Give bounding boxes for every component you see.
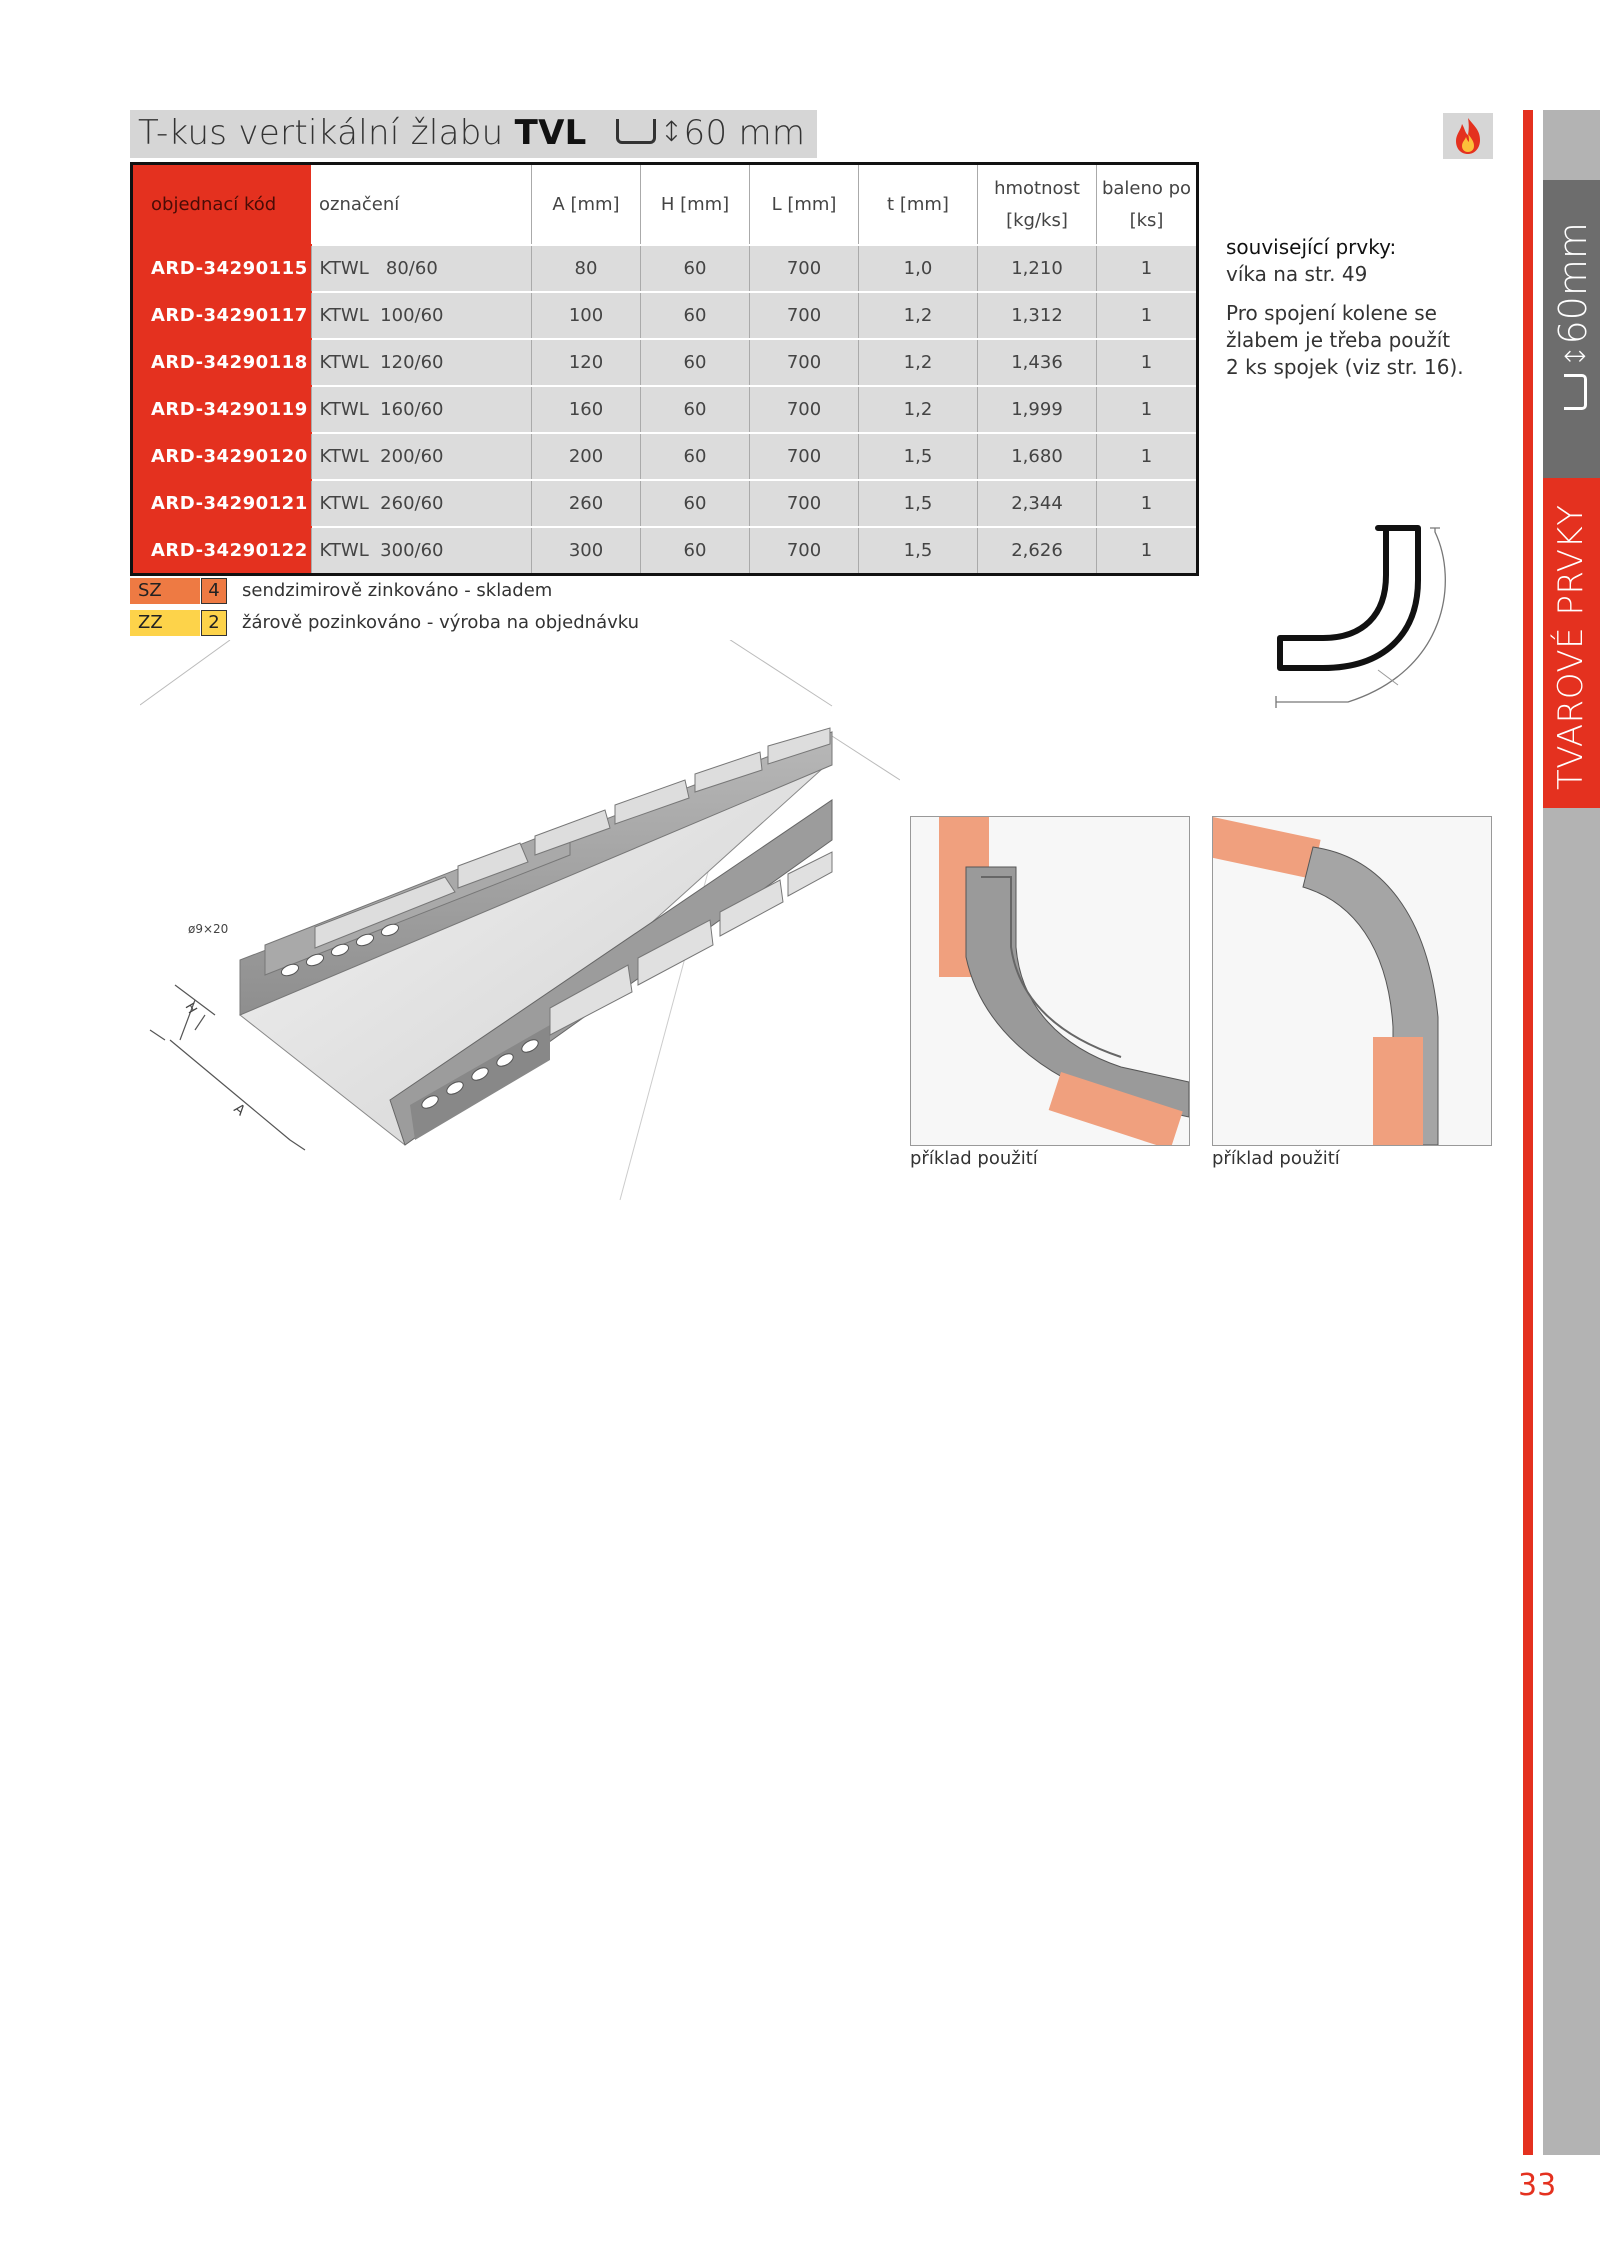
caption-right: příklad použití xyxy=(1212,1148,1340,1169)
cell-code: ARD-34290120 xyxy=(132,433,312,480)
cell-pack: 1 xyxy=(1097,527,1198,575)
cell-a: 100 xyxy=(532,292,641,339)
legend-number: 2 xyxy=(201,610,227,636)
cell-name: KTWL 300/60 xyxy=(311,527,532,575)
title-product-code: TVL xyxy=(514,113,587,153)
cell-l: 700 xyxy=(750,433,859,480)
legend-number: 4 xyxy=(201,578,227,604)
header-a: A [mm] xyxy=(532,164,641,246)
dimension-a-label: A xyxy=(230,1100,249,1120)
header-weight xyxy=(978,164,1097,246)
header-h: H [mm] xyxy=(641,164,750,246)
header-weight-line2: [kg/ks] xyxy=(1006,209,1068,231)
cell-l: 700 xyxy=(750,480,859,527)
cell-weight: 2,344 xyxy=(978,480,1097,527)
page-title xyxy=(138,113,805,153)
height-arrow-icon: ↕ xyxy=(1559,344,1592,368)
cell-code: ARD-34290115 xyxy=(132,245,312,292)
usage-photo-right xyxy=(1212,816,1492,1146)
legend-text: sendzimirově zinkováno - skladem xyxy=(242,580,553,601)
table-row xyxy=(132,245,1198,292)
sidebar-dimension-label xyxy=(1551,222,1595,410)
cell-t: 1,2 xyxy=(859,339,978,386)
table-row xyxy=(132,292,1198,339)
cell-t: 1,5 xyxy=(859,527,978,575)
header-pack-line1: baleno po xyxy=(1101,177,1192,199)
usage-photo-left xyxy=(910,816,1190,1146)
notes-heading: související prvky: xyxy=(1226,235,1397,259)
notes-para2-line3: 2 ks spojek (viz str. 16). xyxy=(1226,355,1464,379)
cell-a: 260 xyxy=(532,480,641,527)
page-number: 33 xyxy=(1518,2168,1557,2203)
cell-h: 60 xyxy=(641,292,750,339)
header-code: objednací kód xyxy=(132,164,312,246)
table-row xyxy=(132,433,1198,480)
cell-h: 60 xyxy=(641,386,750,433)
caption-left: příklad použití xyxy=(910,1148,1038,1169)
header-name: označení xyxy=(311,164,532,246)
legend-label: SZ xyxy=(130,578,200,604)
elbow-side-view-drawing xyxy=(1268,520,1468,724)
spec-table xyxy=(130,162,1199,576)
tray-isometric-drawing xyxy=(140,640,900,1224)
cell-weight: 1,436 xyxy=(978,339,1097,386)
cell-pack: 1 xyxy=(1097,386,1198,433)
cell-t: 1,5 xyxy=(859,480,978,527)
table-row xyxy=(132,386,1198,433)
height-arrow-icon: ↕ xyxy=(659,115,684,148)
cell-h: 60 xyxy=(641,245,750,292)
cell-pack: 1 xyxy=(1097,292,1198,339)
notes-line1: víka na str. 49 xyxy=(1226,262,1368,286)
cell-code: ARD-34290118 xyxy=(132,339,312,386)
cell-weight: 1,999 xyxy=(978,386,1097,433)
legend-label: ZZ xyxy=(130,610,200,636)
table-header-row xyxy=(132,164,1198,246)
header-weight-line1: hmotnost xyxy=(994,177,1080,199)
cell-name: KTWL 200/60 xyxy=(311,433,532,480)
sidebar-dimension-text: 60mm xyxy=(1551,222,1595,345)
cell-t: 1,2 xyxy=(859,386,978,433)
cell-pack: 1 xyxy=(1097,480,1198,527)
title-prefix: T-kus vertikální žlabu xyxy=(138,113,504,153)
cell-name: KTWL 100/60 xyxy=(311,292,532,339)
cell-name: KTWL 80/60 xyxy=(311,245,532,292)
cell-l: 700 xyxy=(750,527,859,575)
cell-t: 1,5 xyxy=(859,433,978,480)
cell-weight: 1,312 xyxy=(978,292,1097,339)
cell-h: 60 xyxy=(641,339,750,386)
title-dimension: 60 mm xyxy=(683,113,806,153)
legend-item-sz xyxy=(130,578,650,606)
cell-code: ARD-34290122 xyxy=(132,527,312,575)
cell-a: 160 xyxy=(532,386,641,433)
header-pack-line2: [ks] xyxy=(1129,209,1164,231)
header-t: t [mm] xyxy=(859,164,978,246)
cell-code: ARD-34290119 xyxy=(132,386,312,433)
title-bar xyxy=(130,110,817,158)
cell-a: 120 xyxy=(532,339,641,386)
sidebar-section-title: TVAROVÉ PRVKY xyxy=(1551,504,1591,790)
cell-code: ARD-34290121 xyxy=(132,480,312,527)
cell-code: ARD-34290117 xyxy=(132,292,312,339)
notes-para2-line2: žlabem je třeba použít xyxy=(1226,328,1451,352)
legend-item-zz xyxy=(130,610,650,638)
related-notes xyxy=(1226,234,1476,393)
cell-t: 1,0 xyxy=(859,245,978,292)
cell-a: 200 xyxy=(532,433,641,480)
sidebar-red-line xyxy=(1523,110,1533,2155)
cell-t: 1,2 xyxy=(859,292,978,339)
cell-weight: 2,626 xyxy=(978,527,1097,575)
cell-name: KTWL 160/60 xyxy=(311,386,532,433)
cell-l: 700 xyxy=(750,292,859,339)
cell-pack: 1 xyxy=(1097,245,1198,292)
hole-size-label: ø9×20 xyxy=(188,922,229,936)
notes-para2-line1: Pro spojení kolene se xyxy=(1226,301,1437,325)
cell-l: 700 xyxy=(750,386,859,433)
cell-a: 80 xyxy=(532,245,641,292)
channel-profile-icon xyxy=(616,119,656,144)
header-l: L [mm] xyxy=(750,164,859,246)
table-row xyxy=(132,339,1198,386)
cell-pack: 1 xyxy=(1097,339,1198,386)
cell-weight: 1,210 xyxy=(978,245,1097,292)
cell-h: 60 xyxy=(641,433,750,480)
table-row xyxy=(132,527,1198,575)
cell-h: 60 xyxy=(641,480,750,527)
dimension-h-label: H xyxy=(181,1000,200,1017)
header-pack xyxy=(1097,164,1198,246)
cell-a: 300 xyxy=(532,527,641,575)
legend-text: žárově pozinkováno - výroba na objednávku xyxy=(242,612,640,633)
cell-l: 700 xyxy=(750,245,859,292)
cell-name: KTWL 260/60 xyxy=(311,480,532,527)
cell-pack: 1 xyxy=(1097,433,1198,480)
fire-icon xyxy=(1443,113,1493,159)
channel-profile-icon xyxy=(1564,374,1587,410)
cell-weight: 1,680 xyxy=(978,433,1097,480)
cell-name: KTWL 120/60 xyxy=(311,339,532,386)
table-row xyxy=(132,480,1198,527)
cell-l: 700 xyxy=(750,339,859,386)
cell-h: 60 xyxy=(641,527,750,575)
